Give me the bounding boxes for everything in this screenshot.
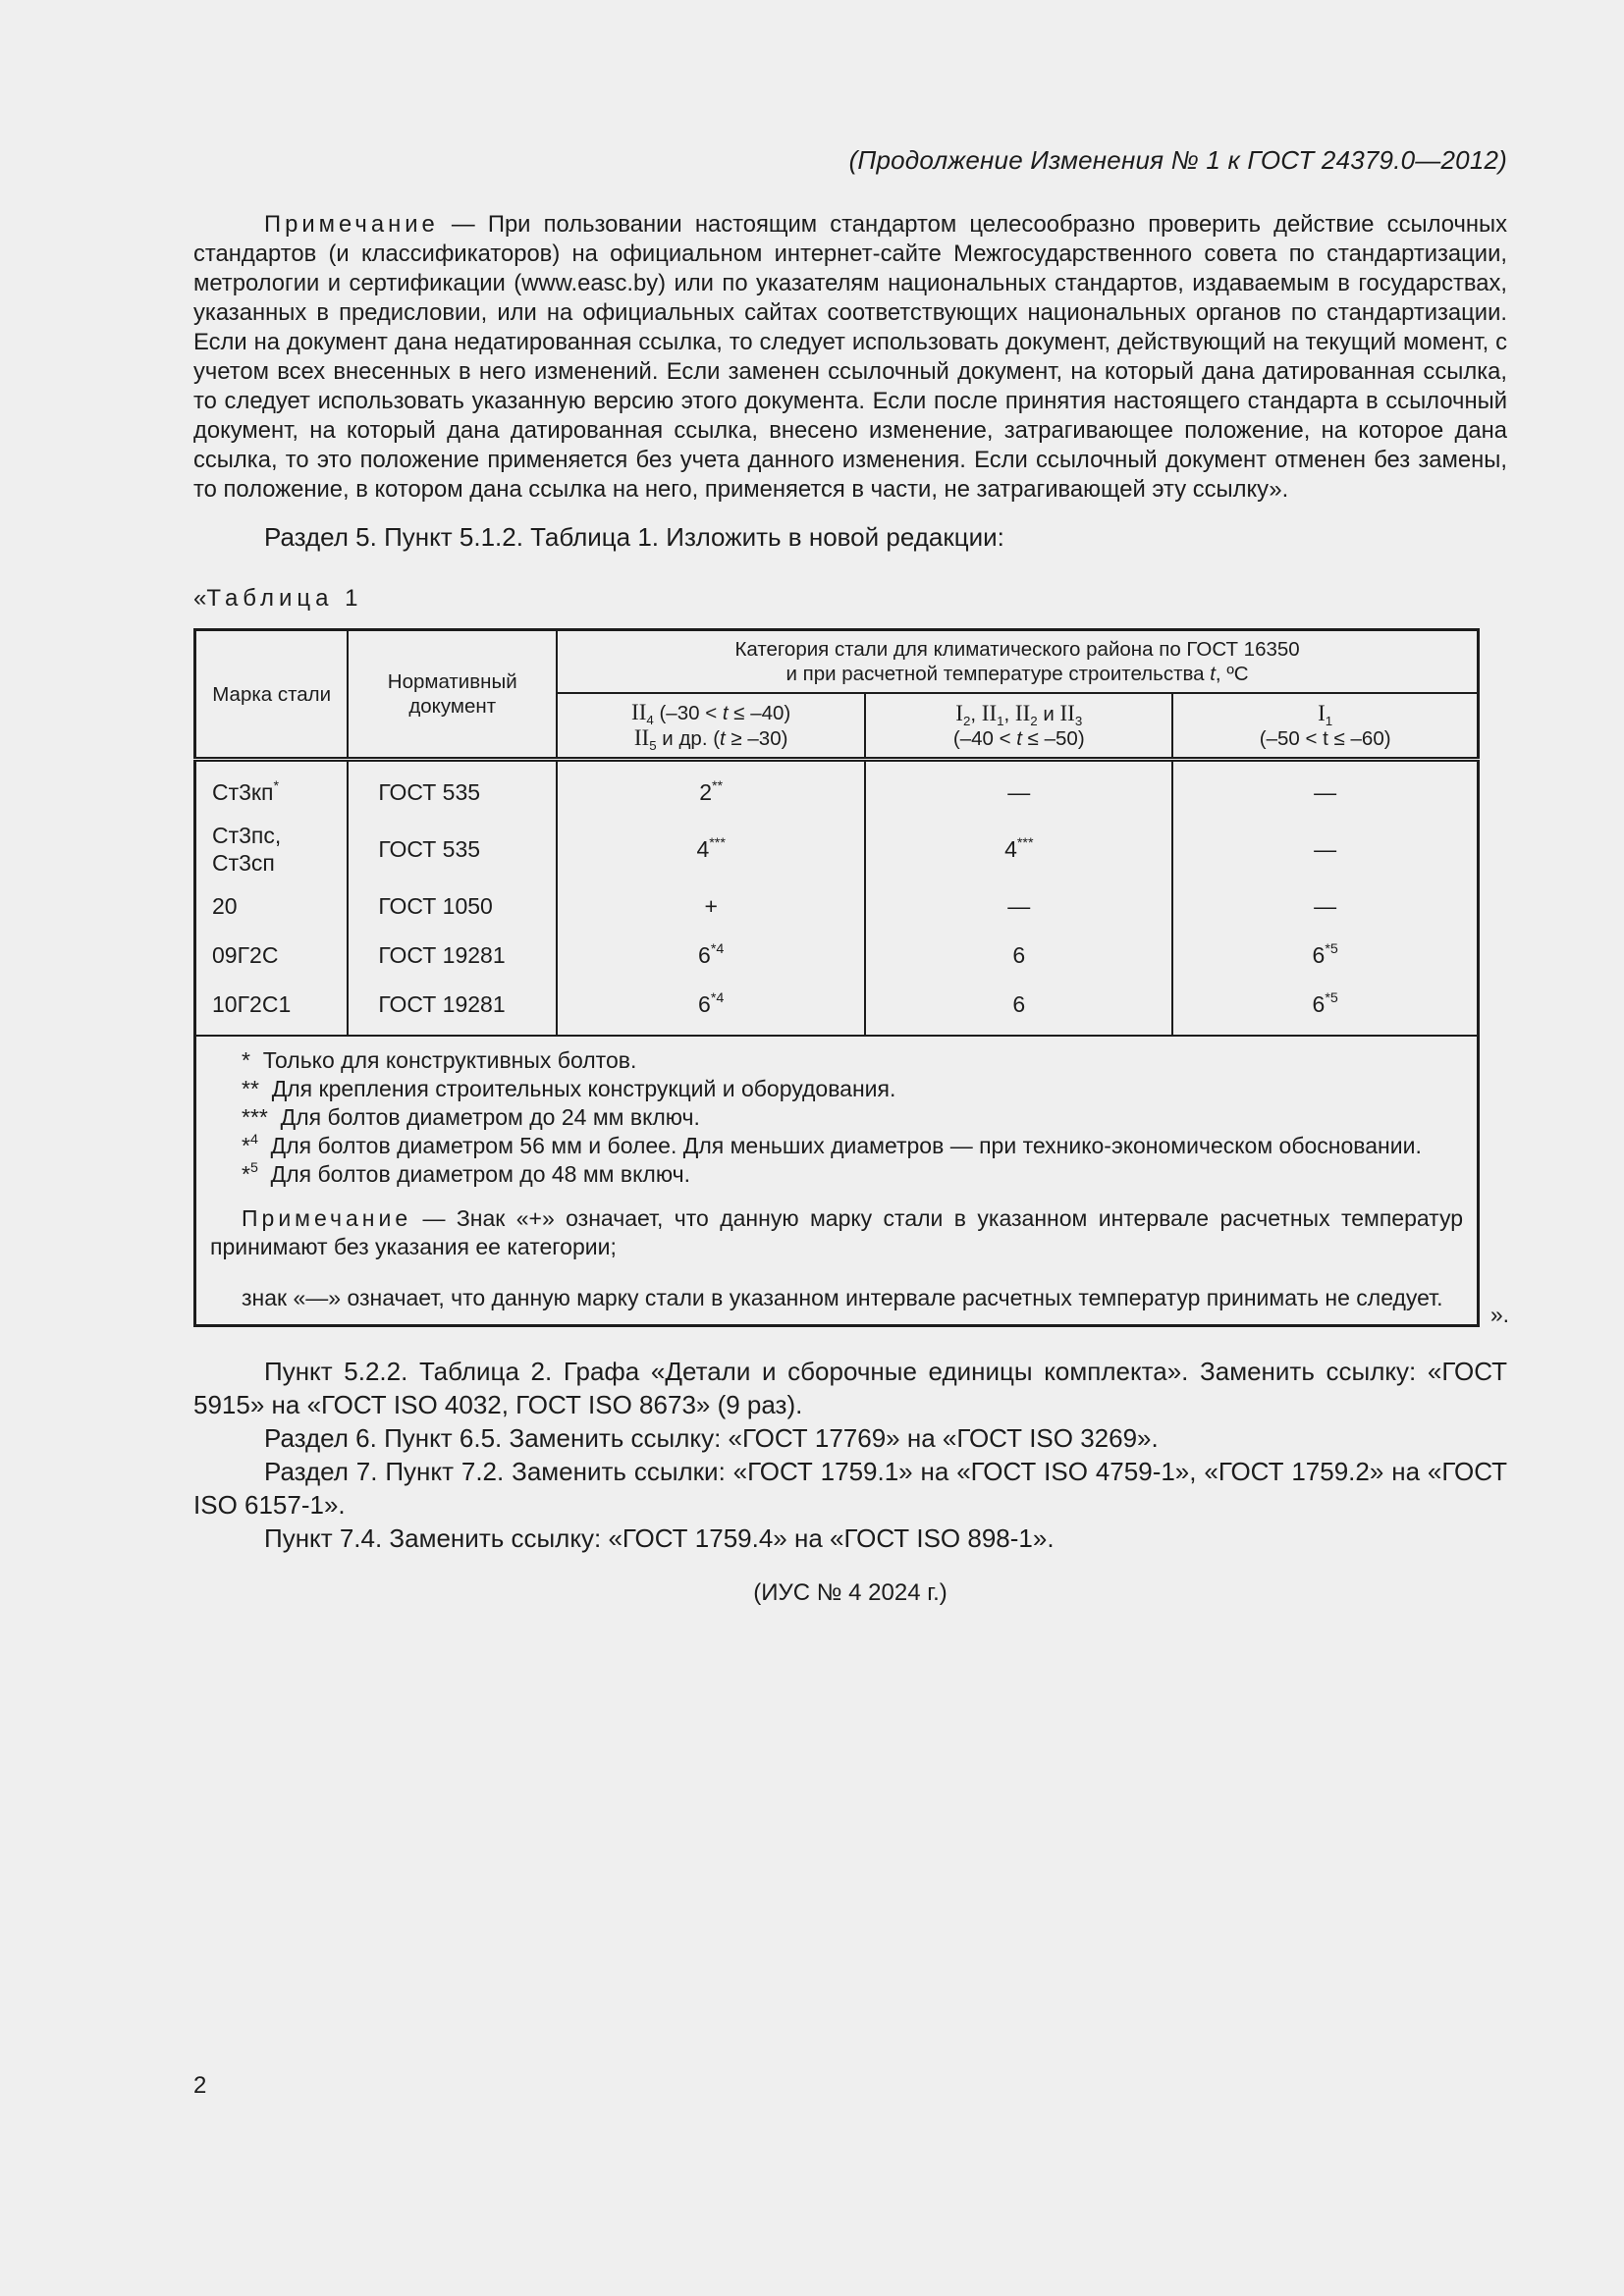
note-label: Примечание: [264, 211, 439, 238]
sub1-b-sub: 5: [649, 738, 657, 754]
cell-document: [348, 881, 557, 931]
amendment-item: Пункт 7.4. Заменить ссылку: «ГОСТ 1759.4» на «ГОСТ ISO 898-1».: [264, 1523, 1055, 1553]
footnote-text: Для болтов диаметром 56 мм и более. Для меньших диаметров — при технико-экономическом обосновании.: [270, 1133, 1422, 1158]
cell-steel-grade-footnote-mark: *: [273, 777, 279, 794]
cell-document-value: ГОСТ 535: [378, 779, 481, 805]
cell-category-3-value: —: [1314, 779, 1337, 805]
sub2-range-pre: (–40 <: [952, 726, 1017, 750]
cell-steel-grade-value: 20: [212, 893, 238, 919]
cell-document-value: ГОСТ 535: [378, 836, 481, 862]
cell-category-1-value: 6: [698, 991, 711, 1017]
sub1-a-post: ≤ –40): [728, 702, 791, 724]
cell-category-2: [865, 760, 1172, 818]
steel-category-table: [193, 628, 1480, 1327]
table-title-text: Таблица 1: [206, 585, 363, 612]
sub2-ii3-sub: 3: [1074, 713, 1083, 728]
cell-category-1-footnote-mark: *4: [710, 989, 725, 1006]
sub1-roman-a: II: [631, 700, 647, 724]
header-subrange-3: [1172, 693, 1478, 760]
cell-steel-grade: [195, 760, 349, 818]
cell-category-2-value: —: [1007, 779, 1031, 805]
cell-category-3-footnote-mark: *5: [1325, 940, 1338, 957]
table-row: [195, 931, 1479, 980]
table-row: [195, 760, 1479, 818]
table-close-quote: ».: [1489, 1302, 1509, 1327]
cell-steel-grade-value: 09Г2С: [212, 942, 279, 968]
amendment-item: Пункт 5.2.2. Таблица 2. Графа «Детали и сборочные единицы комплекта». Заменить ссылку: «ГОСТ 5915» на «ГОСТ ISO 4032, ГОСТ ISO 8673» (9 раз).: [193, 1357, 1507, 1419]
cell-category-1: [557, 881, 865, 931]
amendment-item: Раздел 6. Пункт 6.5. Заменить ссылку: «ГОСТ 17769» на «ГОСТ ISO 3269».: [264, 1423, 1159, 1453]
cell-category-2: [865, 817, 1172, 881]
running-header: (Продолжение Изменения № 1 к ГОСТ 24379.0—2012): [848, 145, 1507, 175]
cell-category-1-value: 4: [696, 836, 710, 862]
header-category-line2-text: и при расчетной температуре строительства: [785, 663, 1211, 685]
header-category: [557, 630, 1478, 694]
cell-category-2-value: 4: [1004, 836, 1017, 862]
cell-document: [348, 817, 557, 881]
sub2-ii1: II: [981, 700, 998, 725]
cell-category-2: [865, 881, 1172, 931]
sub2-ii3: II: [1059, 700, 1075, 725]
page-number: 2: [193, 2072, 207, 2099]
cell-category-2-value: —: [1007, 893, 1031, 919]
header-category-t: t: [1210, 663, 1216, 685]
sub2-range-post: ≤ –50): [1021, 726, 1085, 750]
cell-category-1-footnote-mark: *4: [710, 940, 725, 957]
cell-category-2-value: 6: [1012, 942, 1026, 968]
table-1-wrapper: [193, 628, 1509, 1327]
footnote: [210, 1160, 1463, 1189]
cell-category-3: [1172, 817, 1478, 881]
sub2-and: и: [1043, 702, 1055, 725]
cell-category-3: [1172, 931, 1478, 980]
sub2-i-sub: 2: [962, 713, 971, 728]
cell-category-1-footnote-mark: ***: [709, 834, 726, 851]
footnote-mark: *: [242, 1161, 250, 1187]
cell-document-value: ГОСТ 19281: [378, 991, 506, 1017]
cell-category-3-value: —: [1314, 893, 1337, 919]
footnote-text: Для болтов диаметром до 48 мм включ.: [270, 1161, 690, 1187]
table-note: [210, 1204, 1463, 1261]
header-steel-grade: Марка стали: [195, 630, 349, 760]
table-row: [195, 980, 1479, 1036]
footnotes-list: [210, 1046, 1463, 1189]
note-text: — При пользовании настоящим стандартом целесообразно проверить действие ссылочных стандартов (и классификаторов) на официальном интернет-сайте Межгосударственного совета по стандартизации, метрологии и сертификации (www.easc.by) или по указателям национальных стандартов, издаваемым в государствах, указанных в предисловии, или на официальных сайтах соответствующих национальных органов по стандартизации. Если на документ дана недатированная ссылка, то следует использовать документ, действующий на текущий момент, с учетом всех внесенных в него изменений. Если заменен ссылочный документ, на который дана датированная ссылка, то следует использовать указанную версию этого документа. Если после принятия настоящего стандарта в ссылочный документ, на который дана датированная ссылка, внесено изменение, затрагивающее положение, на которое дана ссылка, то это положение применяется без учета данного изменения. Если ссылочный документ отменен без замены, то положение, в котором дана ссылка на него, применяется в части, не затрагивающей эту ссылку».: [193, 211, 1507, 503]
note-paragraph: [193, 210, 1507, 505]
cell-category-3-value: 6: [1312, 942, 1326, 968]
cell-steel-grade: [195, 931, 349, 980]
sub3-i-sub: 1: [1325, 713, 1333, 728]
cell-category-1-value: 6: [698, 942, 711, 968]
table-note-label: Примечание: [242, 1205, 412, 1231]
header-normative-document: Нормативный документ: [348, 630, 557, 760]
table-body: [195, 760, 1479, 1037]
header-subrange-2: $I_2$, $II_1$, $II_2$ и $II_3$ (–40 < t ≤ –50): [865, 693, 1172, 760]
cell-steel-grade-value: 10Г2С1: [212, 991, 292, 1017]
header-category-line1: Категория стали для климатического района по ГОСТ 16350: [734, 638, 1300, 661]
footnote-mark-number: 5: [249, 1159, 258, 1176]
cell-category-1-value: 2: [699, 779, 713, 805]
sub1-a-t: t: [722, 702, 729, 724]
cell-category-1-value: +: [704, 893, 718, 919]
footnote-mark: *: [242, 1047, 250, 1073]
cell-document: [348, 760, 557, 818]
table-row: [195, 881, 1479, 931]
cell-category-2-value: 6: [1012, 991, 1026, 1017]
cell-category-3-value: —: [1314, 836, 1337, 862]
footnote-text: Для болтов диаметром до 24 мм включ.: [280, 1104, 700, 1130]
footnote: [210, 1132, 1463, 1160]
header-category-unit: , ºС: [1215, 663, 1249, 685]
footnote-mark: ***: [242, 1104, 268, 1130]
cell-category-3: [1172, 881, 1478, 931]
sub2-ii1-sub: 1: [997, 713, 1004, 728]
cell-category-3-footnote-mark: *5: [1325, 989, 1338, 1006]
cell-steel-grade-value: Ст3кп: [212, 779, 274, 805]
sub2-i: I: [955, 700, 963, 725]
sub3-range: (–50 < t ≤ –60): [1259, 726, 1391, 750]
sub3-i: I: [1318, 700, 1326, 725]
table-title: [193, 583, 1507, 614]
cell-category-1: [557, 980, 865, 1036]
sub1-a-sub: 4: [646, 713, 654, 728]
cell-category-3: [1172, 760, 1478, 818]
cell-document-value: ГОСТ 19281: [378, 942, 506, 968]
cell-category-2: [865, 931, 1172, 980]
cell-steel-grade: [195, 980, 349, 1036]
cell-steel-grade-value: Ст3пс, Ст3сп: [212, 823, 282, 876]
table-title-quote: «: [193, 585, 207, 612]
cell-category-3: [1172, 980, 1478, 1036]
footnote-mark: *: [242, 1133, 250, 1158]
cell-category-1: [557, 817, 865, 881]
cell-category-2: [865, 980, 1172, 1036]
sub1-b-post: ≥ –30): [725, 727, 788, 750]
page-content: [193, 210, 1507, 1631]
sub1-a-pre: (–30 <: [653, 702, 723, 724]
cell-document: [348, 931, 557, 980]
table-row: [195, 817, 1479, 881]
section-instruction: Раздел 5. Пункт 5.1.2. Таблица 1. Изложить в новой редакции:: [264, 522, 1004, 552]
ius-reference: (ИУС № 4 2024 г.): [753, 1579, 947, 1606]
footnote: [210, 1046, 1463, 1075]
sub1-b-t: t: [720, 727, 726, 750]
footnote-mark-number: 4: [249, 1131, 258, 1148]
cell-steel-grade: [195, 881, 349, 931]
sub1-roman-b: II: [633, 725, 650, 750]
cell-document-value: ГОСТ 1050: [378, 893, 493, 919]
footnote-mark: **: [242, 1076, 259, 1101]
header-subrange-1: [557, 693, 865, 760]
amendment-items: [193, 1355, 1507, 1555]
header-category-line2: [566, 662, 1469, 686]
table-note-line1: — Знак «+» означает, что данную марку стали в указанном интервале расчетных температур принимают без указания ее категории;: [210, 1205, 1463, 1259]
amendment-item: Раздел 7. Пункт 7.2. Заменить ссылки: «ГОСТ 1759.1» на «ГОСТ ISO 4759-1», «ГОСТ 1759.2» на «ГОСТ ISO 6157-1».: [193, 1457, 1507, 1520]
sub2-ii2-sub: 2: [1030, 713, 1038, 728]
cell-steel-grade: [195, 817, 349, 881]
footnote-text: Для крепления строительных конструкций и оборудования.: [271, 1076, 896, 1101]
sub2-ii2: II: [1014, 700, 1031, 725]
cell-document: [348, 980, 557, 1036]
sub2-t: t: [1016, 726, 1022, 750]
footnote: [210, 1103, 1463, 1132]
footnote-text: Только для конструктивных болтов.: [262, 1047, 637, 1073]
footnote: [210, 1075, 1463, 1103]
cell-category-1: [557, 931, 865, 980]
cell-category-1-footnote-mark: **: [712, 777, 724, 794]
table-note-line2: знак «—» означает, что данную марку стали в указанном интервале расчетных температур принимать не следует.: [242, 1285, 1443, 1310]
cell-category-3-value: 6: [1312, 991, 1326, 1017]
cell-category-1: [557, 760, 865, 818]
cell-category-2-footnote-mark: ***: [1016, 834, 1034, 851]
sub1-b-pre: и др. (: [656, 727, 721, 750]
table-footnotes: [195, 1036, 1479, 1326]
